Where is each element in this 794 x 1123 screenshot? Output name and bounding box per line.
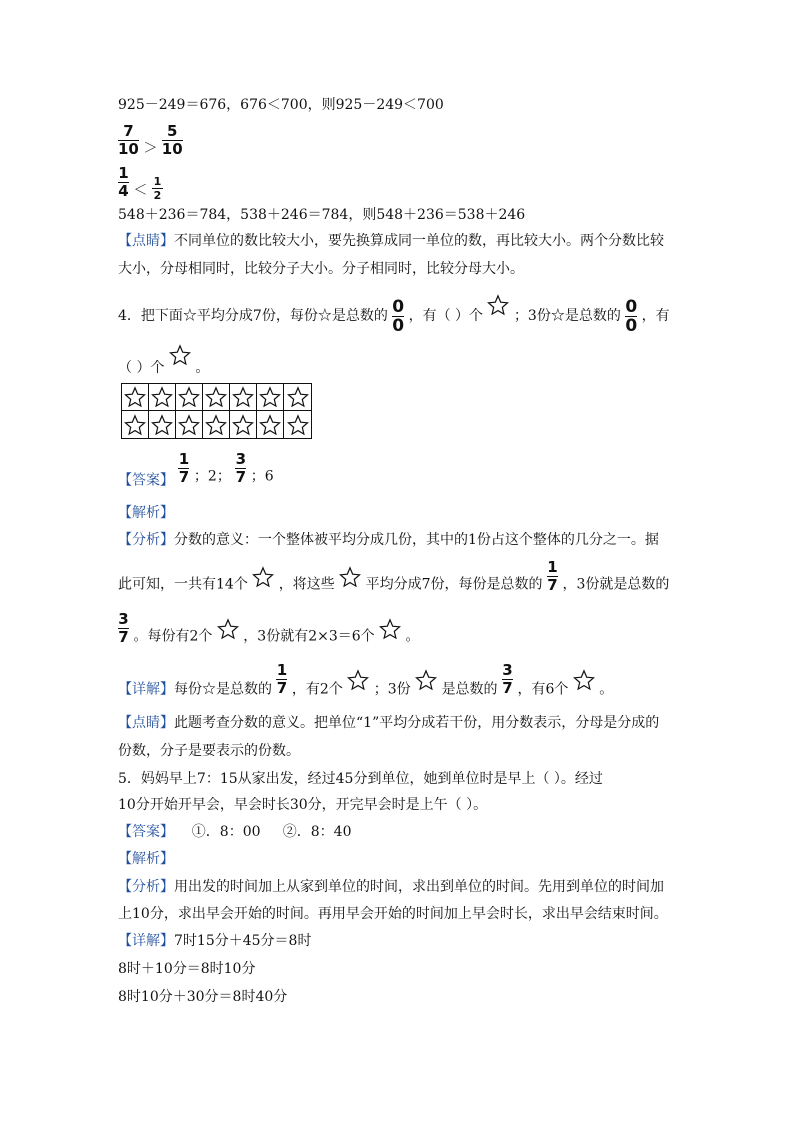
star-icon	[347, 669, 369, 691]
q5-step-3: 8时10分＋30分＝8时40分	[118, 989, 288, 1005]
star-icon	[169, 344, 191, 366]
answer-tag: 【答案】	[118, 824, 174, 840]
star-cell	[149, 411, 176, 438]
star-icon	[217, 618, 239, 640]
fraction: $\frac{1}{7}$	[547, 558, 558, 594]
xiangjie-tag: 【详解】	[118, 681, 174, 698]
q4-stem-line1: 4．把下面☆平均分成7份，每份☆是总数的 $\frac{0}{0}$ ，有（ ）个 ；3份☆是总数的 $\frac{0}{0}$ ，有	[118, 294, 670, 334]
star-grid	[121, 383, 312, 439]
star-icon	[205, 386, 227, 408]
star-icon	[252, 566, 274, 588]
jiexi-tag: 【解析】	[118, 851, 174, 867]
star-cell	[284, 384, 311, 411]
q4-dianjing-cont: 份数，分子是要表示的份数。	[118, 743, 300, 759]
fraction: $\frac{1}{7}$	[178, 450, 190, 486]
star-cell	[203, 384, 230, 411]
q3-line-subtraction: 925－249＝676，676＜700，则925－249＜700	[118, 97, 444, 113]
star-icon	[232, 386, 254, 408]
q4-stem-line2: （ ）个 。	[118, 344, 209, 377]
star-icon	[287, 386, 309, 408]
q4-xiangjie: 【详解】每份☆是总数的 $\frac{1}{7}$ ，有2个 ；3份 是总数的 $\frac{3}{7}$ ，有6个 。	[118, 661, 614, 698]
fraction: $\frac{1}{4}$	[118, 164, 129, 200]
fraction: $\frac{1}{7}$	[276, 661, 288, 697]
star-icon	[573, 669, 595, 691]
jiexi-tag: 【解析】	[118, 505, 174, 521]
fenxi-tag: 【分析】	[118, 532, 174, 548]
q5-xiangjie: 【详解】7时15分＋45分＝8时	[118, 933, 312, 949]
fraction: $\frac{3}{7}$	[118, 610, 129, 646]
q5-stem-line1: 5．妈妈早上7：15从家出发，经过45分到单位，她到单位时是早上（ ）。经过	[118, 771, 603, 787]
star-icon	[178, 414, 200, 436]
fenxi-tag: 【分析】	[118, 879, 174, 895]
fraction: $\frac{3}{7}$	[502, 661, 513, 697]
q5-answer: 【答案】 ①．8：00 ②．8：40	[118, 824, 352, 840]
star-cell	[122, 384, 149, 411]
star-icon	[259, 386, 281, 408]
q3-fraction-compare-1	[118, 124, 183, 158]
star-icon	[205, 414, 227, 436]
star-cell	[230, 411, 257, 438]
q3-dianjing: 【点睛】不同单位的数比较大小，要先换算成同一单位的数，再比较大小。两个分数比较	[118, 233, 664, 249]
star-icon	[151, 414, 173, 436]
star-cell	[257, 411, 284, 438]
star-icon	[379, 618, 401, 640]
star-icon	[259, 414, 281, 436]
fraction: $\frac{7}{10}$	[118, 122, 139, 158]
q3-line-addition: 548＋236＝784，538＋246＝784，则548＋236＝538＋246	[118, 207, 526, 223]
star-cell	[176, 384, 203, 411]
compare-sign: ＜	[133, 182, 148, 199]
star-cell	[230, 384, 257, 411]
star-icon	[232, 414, 254, 436]
dianjing-tag: 【点睛】	[118, 233, 174, 249]
star-icon	[124, 414, 146, 436]
star-cell	[122, 411, 149, 438]
q5-fenxi-cont: 上10分，求出早会开始的时间。再用早会开始的时间加上早会时长，求出早会结束时间。	[118, 906, 668, 922]
fraction: $\frac{1}{2}$	[153, 174, 162, 202]
q5-fenxi: 【分析】用出发的时间加上从家到单位的时间，求出到单位的时间。先用到单位的时间加	[118, 879, 664, 895]
dianjing-tag: 【点睛】	[118, 715, 174, 731]
xiangjie-tag: 【详解】	[118, 933, 174, 949]
q4-fenxi: 【分析】分数的意义：一个整体被平均分成几份，其中的1份占这个整体的几分之一。据	[118, 532, 659, 548]
star-icon	[124, 386, 146, 408]
star-cell	[203, 411, 230, 438]
star-icon	[415, 669, 437, 691]
star-cell	[149, 384, 176, 411]
compare-sign: ＞	[143, 140, 158, 157]
q3-fraction-compare-2	[118, 166, 163, 201]
star-cell	[284, 411, 311, 438]
q4-dianjing: 【点睛】此题考查分数的意义。把单位“1”平均分成若干份，用分数表示，分母是分成的	[118, 715, 660, 731]
q5-step-2: 8时＋10分＝8时10分	[118, 961, 256, 977]
fraction: $\frac{3}{7}$	[235, 450, 246, 486]
q4-answer: 【答案】 $\frac{1}{7}$ ；2； $\frac{3}{7}$ ；6	[118, 450, 274, 489]
star-icon	[178, 386, 200, 408]
star-icon	[151, 386, 173, 408]
blank-fraction: $\frac{0}{0}$	[392, 296, 405, 336]
q5-stem-line2: 10分开始开早会，早会时长30分，开完早会时是上午（ ）。	[118, 797, 488, 813]
star-icon	[339, 566, 361, 588]
blank-fraction: $\frac{0}{0}$	[625, 296, 638, 336]
q4-fenxi-line3: $\frac{3}{7}$ 。每份有2个 ，3份就有2×3＝6个 。	[118, 610, 420, 646]
star-cell	[176, 411, 203, 438]
star-icon	[287, 414, 309, 436]
q4-fenxi-line2: 此可知，一共有14个 ，将这些 平均分成7份，每份是总数的 $\frac{1}{7}$ ，3份就是总数的	[118, 558, 670, 594]
star-cell	[257, 384, 284, 411]
fraction: $\frac{5}{10}$	[161, 122, 183, 158]
star-icon	[487, 294, 509, 316]
q3-dianjing-cont: 大小，分母相同时，比较分子大小。分子相同时，比较分母大小。	[118, 261, 524, 277]
answer-tag: 【答案】	[118, 472, 174, 489]
